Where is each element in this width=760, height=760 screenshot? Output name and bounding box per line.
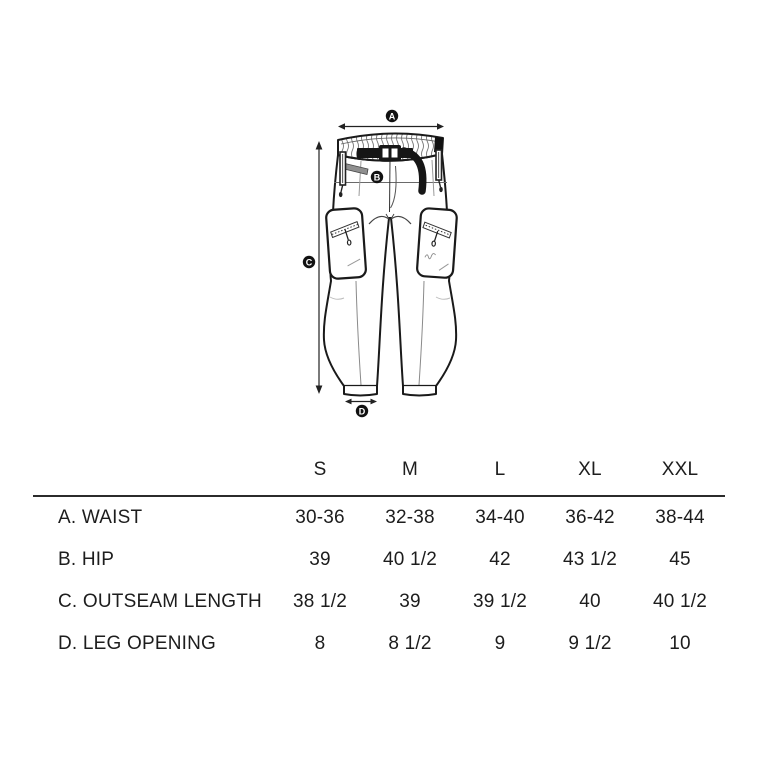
- column-header-m: M: [365, 444, 455, 496]
- size-value: 40: [579, 591, 601, 612]
- size-value: 9: [494, 633, 506, 654]
- column-header-s: S: [275, 444, 365, 496]
- left-cargo-pocket: [326, 208, 367, 279]
- size-value: 9 1/2: [568, 633, 612, 654]
- belt-buckle: [379, 145, 401, 161]
- size-value: 39: [399, 591, 421, 612]
- size-table-corner-cell: [33, 444, 275, 496]
- column-header-xl: XL: [545, 444, 635, 496]
- marker-d: [356, 405, 368, 417]
- outseam-measure-arrow: [316, 141, 323, 394]
- size-value: 38-44: [655, 507, 705, 528]
- table-row-leg-opening: [33, 623, 725, 665]
- marker-c-letter: C: [305, 257, 313, 268]
- column-header-l: L: [455, 444, 545, 496]
- waist-measure-arrow: [338, 123, 444, 129]
- marker-a: [386, 110, 398, 122]
- size-value: 34-40: [475, 507, 525, 528]
- size-table-header-row: [33, 444, 725, 496]
- size-value: 45: [669, 549, 691, 570]
- marker-b: [371, 171, 383, 183]
- size-value: 43 1/2: [562, 549, 618, 570]
- size-value: 30-36: [295, 507, 345, 528]
- row-label: B. HIP: [58, 549, 115, 570]
- size-value: 39 1/2: [472, 591, 528, 612]
- size-value: 8: [314, 633, 326, 654]
- size-value: 36-42: [565, 507, 615, 528]
- marker-d-letter: D: [358, 406, 366, 417]
- table-row-outseam: [33, 581, 725, 623]
- column-header-xxl: XXL: [635, 444, 725, 496]
- size-value: 42: [489, 549, 511, 570]
- size-table: [33, 444, 725, 665]
- size-value: 10: [669, 633, 691, 654]
- size-value: 38 1/2: [292, 591, 348, 612]
- size-value: 39: [309, 549, 331, 570]
- size-value: 32-38: [385, 507, 435, 528]
- size-value: 40 1/2: [652, 591, 708, 612]
- right-cargo-pocket: [417, 208, 458, 278]
- leg-opening-measure-arrow: [345, 399, 377, 405]
- row-label: D. LEG OPENING: [58, 633, 217, 654]
- row-label: A. WAIST: [58, 507, 143, 528]
- marker-a-letter: A: [388, 111, 396, 122]
- size-value: 40 1/2: [382, 549, 438, 570]
- marker-c: [303, 256, 315, 268]
- size-table-section: [33, 444, 725, 665]
- marker-b-letter: B: [373, 172, 381, 183]
- row-label: C. OUTSEAM LENGTH: [58, 591, 262, 612]
- table-row-waist: [33, 496, 725, 539]
- size-value: 8 1/2: [388, 633, 432, 654]
- table-row-hip: [33, 539, 725, 581]
